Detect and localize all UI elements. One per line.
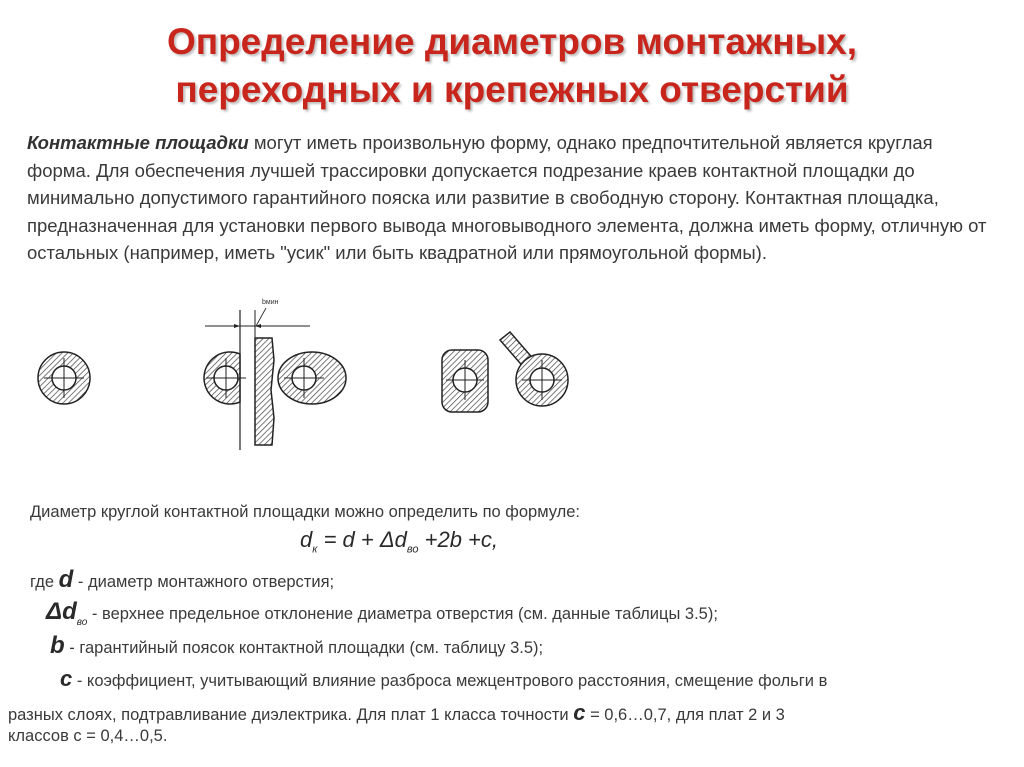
formula-comma: , [491, 527, 499, 552]
formula-b: b [449, 527, 462, 552]
def-b-symbol: b [50, 632, 65, 659]
rectangular-pad-figure [442, 350, 488, 412]
def-where: где [30, 573, 59, 591]
pad-drawings [0, 290, 1024, 490]
def-c [60, 666, 827, 692]
def-c-line-3: классов с = 0,4…0,5. [8, 727, 168, 745]
formula-dk: d [300, 527, 313, 552]
intro-paragraph [27, 129, 987, 267]
def-d [30, 566, 334, 594]
def-c-line-2b: = 0,6…0,7, для плат 2 и 3 [585, 706, 785, 724]
def-c-symbol-2: c [573, 700, 586, 725]
formula-d: d [342, 527, 355, 552]
pad-figures [0, 290, 1024, 490]
formula-plus-3: + [461, 527, 481, 552]
title-line-2: переходных и крепежных отверстий [175, 69, 849, 110]
trimmed-pad-figure [204, 299, 346, 450]
def-dd-text: - верхнее предельное отклонение диаметра отверстия (см. данные таблицы 3.5); [87, 605, 718, 623]
formula-k-sub: к [312, 543, 318, 556]
page-title [0, 18, 1024, 114]
def-c-line-2a: разных слоях, подтравливание диэлектрика. Для плат 1 класса точности [8, 706, 574, 724]
formula-plus-2: +2 [418, 527, 450, 552]
def-c-text: - коэффициент, учитывающий влияние разброса межцентрового расстояния, смещение фольги в [72, 672, 828, 690]
title-line-1: Определение диаметров монтажных, [166, 21, 858, 62]
def-b-text: - гарантийный поясок контактной площадки (см. таблицу 3.5); [64, 639, 544, 657]
formula-vo-sub: во [406, 543, 419, 556]
def-c-symbol: c [60, 666, 73, 691]
intro-text: могут иметь произвольную форму, однако предпочтительной является круглая форма. Для обеспечения лучшей трассировки допускается подрезание краев контактной площадки до минимально допустимого гарантийного пояска или развитие в свободную сторону. Контактная площадка, предназначенная для установки первого вывода многовыводного элемента, должна иметь форму, отличную от остальных (например, иметь "усик" или быть квадратной или прямоугольной формы). [27, 132, 987, 263]
def-delta-d [46, 598, 718, 628]
def-b [50, 632, 543, 660]
tab-pad-figure [500, 332, 568, 406]
def-dd-symbol: $\Delta d_{во}$ [46, 598, 88, 628]
formula-c: c [480, 527, 492, 552]
formula [300, 527, 498, 555]
dim-label-bmin: bмин [262, 299, 279, 306]
def-d-text: - диаметр монтажного отверстия; [73, 573, 335, 591]
intro-term: Контактные площадки [27, 132, 249, 153]
def-d-symbol: d [58, 566, 74, 593]
formula-delta-d: Δd [379, 527, 407, 552]
formula-intro: Диаметр круглой контактной площадки можно определить по формуле: [30, 503, 580, 521]
formula-eq: = [317, 527, 343, 552]
round-pad-figure [38, 352, 90, 404]
def-c-line-2 [8, 700, 785, 726]
formula-plus-1: + [354, 527, 380, 552]
